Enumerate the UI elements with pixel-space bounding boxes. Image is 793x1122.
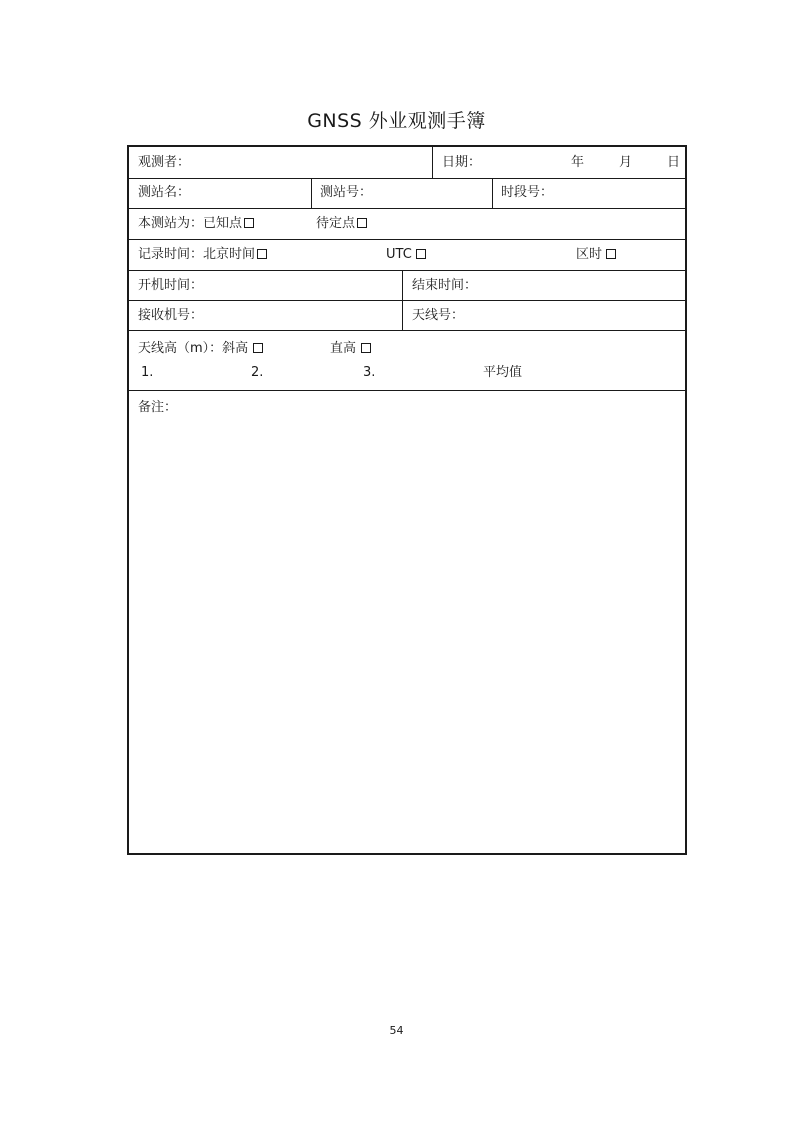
month-label: 月 bbox=[619, 155, 633, 170]
session-no-label: 时段号： bbox=[501, 185, 554, 200]
measurement-3: 3. bbox=[363, 365, 376, 380]
antenna-no-label: 天线号： bbox=[412, 308, 465, 323]
zone-time-label bbox=[576, 247, 616, 263]
station-type-label bbox=[138, 216, 254, 232]
date-label: 日期： bbox=[442, 155, 482, 170]
end-time-label: 结束时间： bbox=[412, 278, 478, 293]
cell-divider bbox=[311, 178, 312, 208]
observer-label: 观测者： bbox=[138, 155, 191, 170]
page-title: GNSS 外业观测手簿 bbox=[307, 110, 486, 132]
utc-label bbox=[386, 247, 426, 263]
year-label: 年 bbox=[571, 155, 585, 170]
pending-point-label bbox=[316, 216, 367, 232]
observation-form bbox=[127, 145, 687, 855]
record-time-label bbox=[138, 247, 267, 263]
utc-checkbox[interactable] bbox=[416, 249, 426, 259]
cell-divider bbox=[492, 178, 493, 208]
cell-divider bbox=[402, 270, 403, 330]
station-name-label: 测站名： bbox=[138, 185, 191, 200]
row-divider bbox=[129, 270, 685, 271]
remarks-label: 备注： bbox=[138, 400, 178, 415]
row-divider bbox=[129, 390, 685, 391]
row-divider bbox=[129, 300, 685, 301]
slant-height-checkbox[interactable] bbox=[253, 343, 263, 353]
measurement-2: 2. bbox=[251, 365, 264, 380]
beijing-time-text: 记录时间：北京时间 bbox=[138, 247, 256, 262]
day-label: 日 bbox=[667, 155, 681, 170]
cell-divider bbox=[432, 147, 433, 178]
slant-height-text: 天线高（m）：斜高 bbox=[138, 341, 249, 356]
row-divider bbox=[129, 178, 685, 179]
row-divider bbox=[129, 239, 685, 240]
vertical-height-text: 直高 bbox=[330, 341, 357, 356]
known-point-text: 本测站为：已知点 bbox=[138, 216, 243, 231]
station-no-label: 测站号： bbox=[320, 185, 373, 200]
average-label: 平均值 bbox=[483, 365, 523, 380]
utc-text: UTC bbox=[386, 247, 412, 262]
page-number: 54 bbox=[389, 1024, 404, 1037]
vertical-height-checkbox[interactable] bbox=[361, 343, 371, 353]
pending-point-checkbox[interactable] bbox=[357, 218, 367, 228]
beijing-time-checkbox[interactable] bbox=[257, 249, 267, 259]
pending-point-text: 待定点 bbox=[316, 216, 356, 231]
zone-time-text: 区时 bbox=[576, 247, 603, 262]
start-time-label: 开机时间： bbox=[138, 278, 204, 293]
row-divider bbox=[129, 330, 685, 331]
vertical-height-label bbox=[330, 341, 371, 357]
measurement-1: 1. bbox=[141, 365, 154, 380]
known-point-checkbox[interactable] bbox=[244, 218, 254, 228]
zone-time-checkbox[interactable] bbox=[606, 249, 616, 259]
receiver-no-label: 接收机号： bbox=[138, 308, 204, 323]
antenna-height-label bbox=[138, 341, 263, 357]
row-divider bbox=[129, 208, 685, 209]
